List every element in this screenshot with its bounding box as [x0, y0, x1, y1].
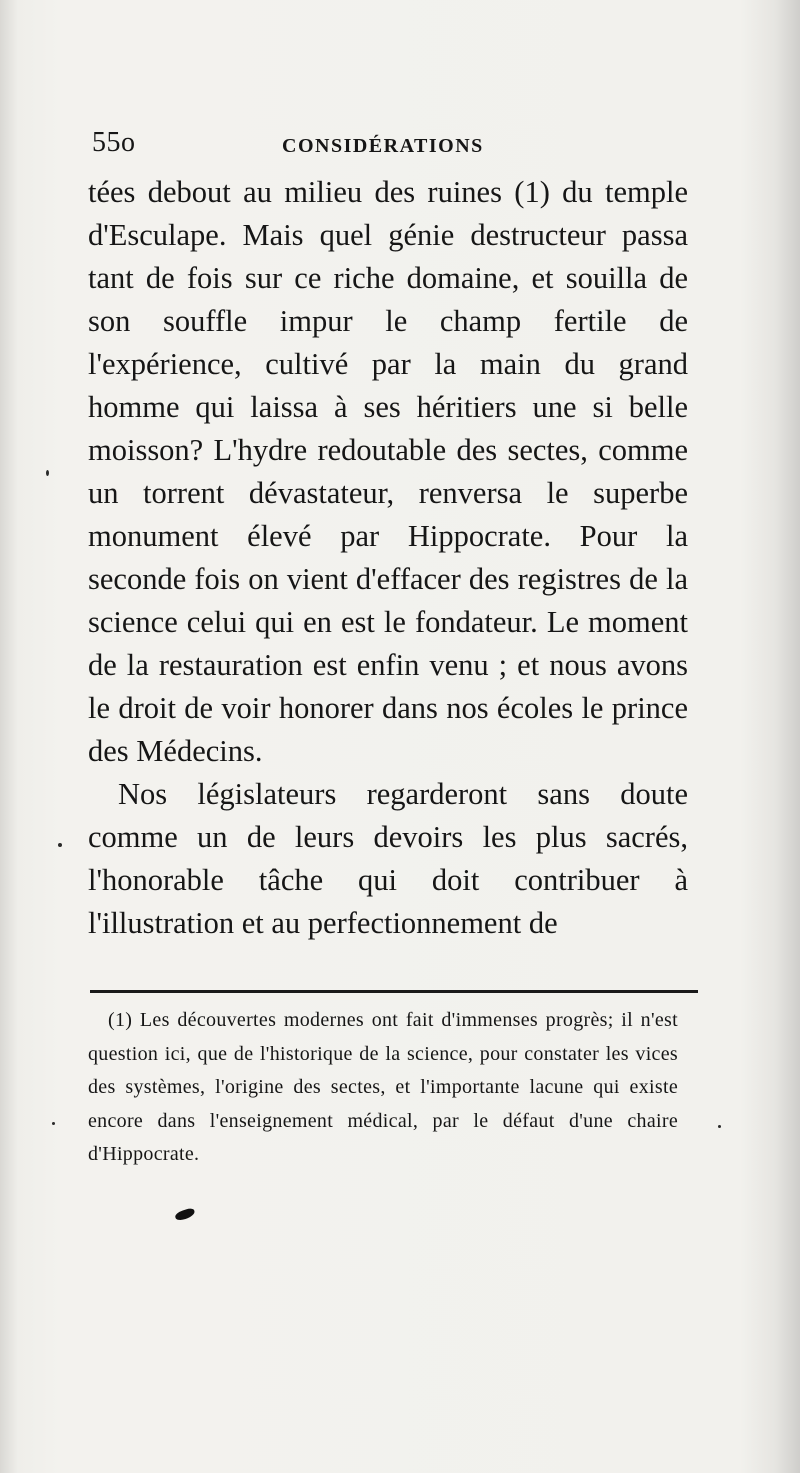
footnote-rule [90, 990, 698, 993]
paragraph: Nos législateurs regarderont sans doute comme un de leurs devoirs les plus sacrés, l'honorable tâche qui doit contribuer à l'illustration et au perfectionnement de [88, 777, 688, 940]
footnote [88, 1004, 678, 1172]
main-text [88, 171, 688, 945]
page-number: 55o [92, 127, 136, 158]
paper-speck [46, 470, 49, 476]
paper-speck [718, 1125, 721, 1128]
paper-speck [58, 843, 62, 847]
paper-speck [52, 1122, 55, 1125]
paragraph: tées debout au milieu des ruines (1) du temple d'Esculape. Mais quel génie destructeur passa tant de fois sur ce riche domaine, et souilla de son souffle impur le champ fertile de l'expérience, cultivé par la main du grand homme qui laissa à ses héritiers une si belle moisson? L'hydre redoutable des sectes, comme un torrent dévastateur, renversa le superbe monument élevé par Hippocrate. Pour la seconde fois on vient d'effacer des registres de la science celui qui en est le fondateur. Le moment de la restauration est enfin venu ; et nous avons le droit de voir honorer dans nos écoles le prince des Médecins. [88, 175, 688, 768]
footnote-text: (1) Les découvertes modernes ont fait d'immenses progrès; il n'est question ici, que de l'historique de la science, pour constater les vices des systèmes, l'origine des sectes, et l'importante lacune qui existe encore dans l'enseignement médical, par le défaut d'une chaire d'Hippocrate. [88, 1009, 678, 1166]
running-head: CONSIDÉRATIONS [282, 135, 484, 157]
page-header [92, 127, 698, 163]
ink-smudge [174, 1207, 196, 1222]
